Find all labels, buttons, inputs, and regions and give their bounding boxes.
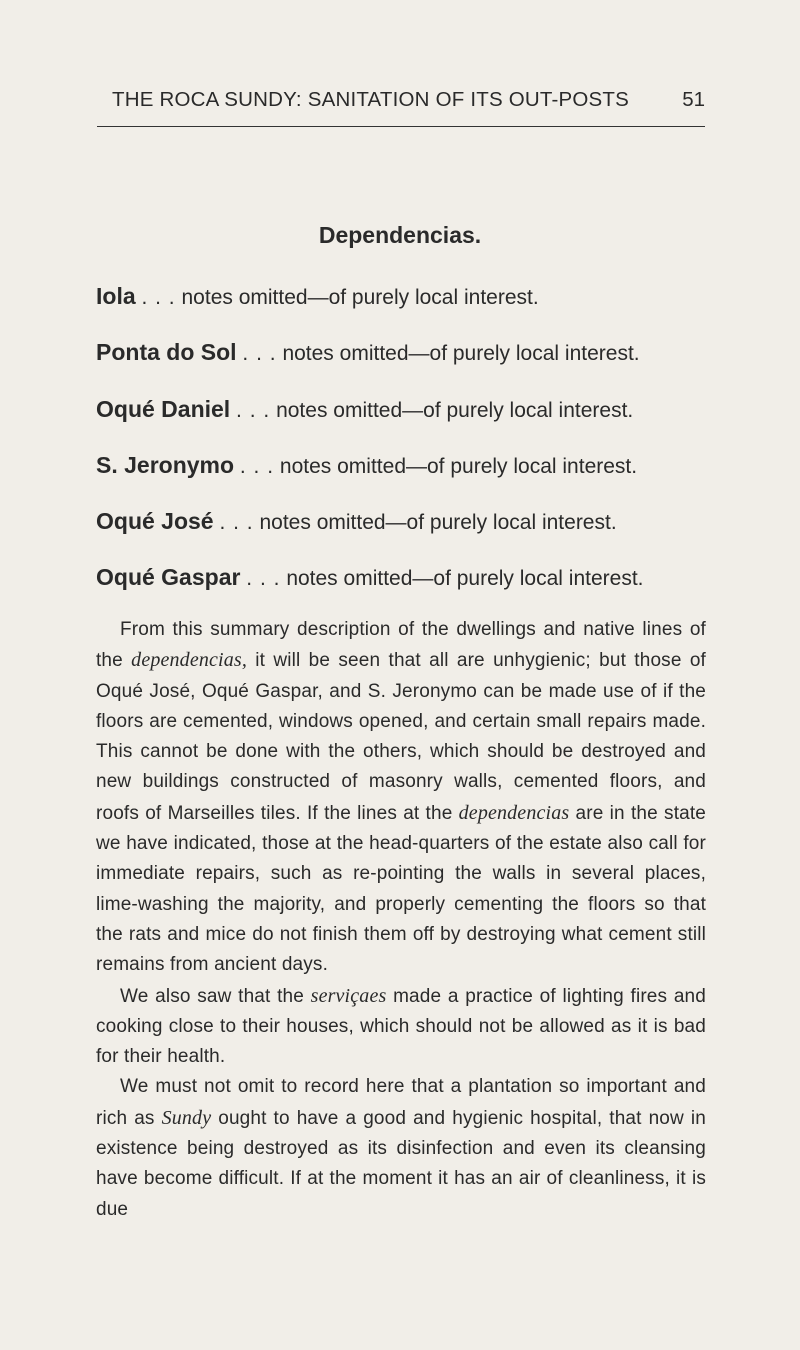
- italic-term: serviçaes: [310, 984, 387, 1007]
- running-title: THE ROCA SUNDY: SANITATION OF ITS OUT-POSTS: [112, 88, 629, 111]
- entry-name: Oqué Gaspar: [96, 564, 241, 590]
- body-text: [96, 615, 706, 1225]
- italic-term: dependencias,: [131, 649, 247, 672]
- text-run: are in the state we have indicated, those at the head-quarters of the estate also call for immediate repairs, such as re-pointing the walls in several places, lime-washing the majority, and properly cementing the floors so that the rats and mice do not finish them off by destroying what cement still remains from ancient days.: [96, 802, 706, 976]
- page-number: 51: [682, 88, 705, 111]
- entry-note: notes omitted—of purely local interest.: [181, 286, 539, 309]
- text-run: made a practice of lighting fires and cooking close to their houses, which should not be allowed as it is bad for their health.: [96, 985, 706, 1068]
- entry-dots: . . .: [219, 511, 254, 534]
- entry-dots: . . .: [141, 286, 176, 309]
- entry-name: Iola: [96, 283, 136, 309]
- entry-oque-gaspar: [96, 564, 644, 591]
- entry-note: notes omitted—of purely local interest.: [282, 342, 640, 365]
- running-head: [0, 88, 800, 122]
- paragraph: [96, 981, 706, 1073]
- entry-note: notes omitted—of purely local interest.: [276, 399, 634, 422]
- entry-iola: [96, 283, 539, 310]
- entry-name: Oqué Daniel: [96, 396, 231, 422]
- paragraph: [96, 615, 706, 981]
- entry-name: S. Jeronymo: [96, 452, 235, 478]
- entry-oque-jose: [96, 508, 617, 535]
- text-run: From this summary description of the dwellings and native lines of the: [96, 619, 706, 672]
- text-run: We also saw that the: [120, 985, 311, 1007]
- entry-dots: . . .: [239, 455, 275, 478]
- entry-name: Ponta do Sol: [96, 339, 237, 365]
- entry-dots: . . .: [242, 342, 277, 365]
- entry-note: notes omitted—of purely local interest.: [279, 455, 638, 478]
- italic-term: dependencias: [458, 801, 570, 824]
- text-run: ought to have a good and hygienic hospital, that now in existence being destroyed as its disinfection and even its cleansing have become difficult. If at the moment it has an air of cleanliness, it is due: [96, 1107, 706, 1220]
- section-title: Dependencias.: [318, 222, 482, 248]
- entry-ponta-do-sol: [96, 339, 640, 366]
- entry-note: notes omitted—of purely local interest.: [259, 511, 617, 534]
- text-run: it will be seen that all are unhygienic; but those of Oqué José, Oqué Gaspar, and S. Jeronymo can be made use of if the floors are cemented, windows opened, and certain small repairs made. This cannot be done with the others, which should be destroyed and new buildings constructed of masonry walls, cemented floors, and roofs of Marseilles tiles. If the lines at the: [96, 650, 706, 824]
- entry-dots: . . .: [246, 567, 281, 590]
- entry-oque-daniel: [96, 396, 633, 423]
- entry-name: Oqué José: [96, 508, 214, 534]
- header-rule: [97, 126, 705, 127]
- paragraph: [96, 1072, 706, 1224]
- entry-dots: . . .: [236, 399, 271, 422]
- entry-s-jeronymo: [96, 452, 637, 479]
- text-run: We must not omit to record here that a plantation so important and rich as: [96, 1076, 706, 1129]
- italic-term: Sundy: [161, 1106, 212, 1129]
- entry-note: notes omitted—of purely local interest.: [286, 567, 644, 590]
